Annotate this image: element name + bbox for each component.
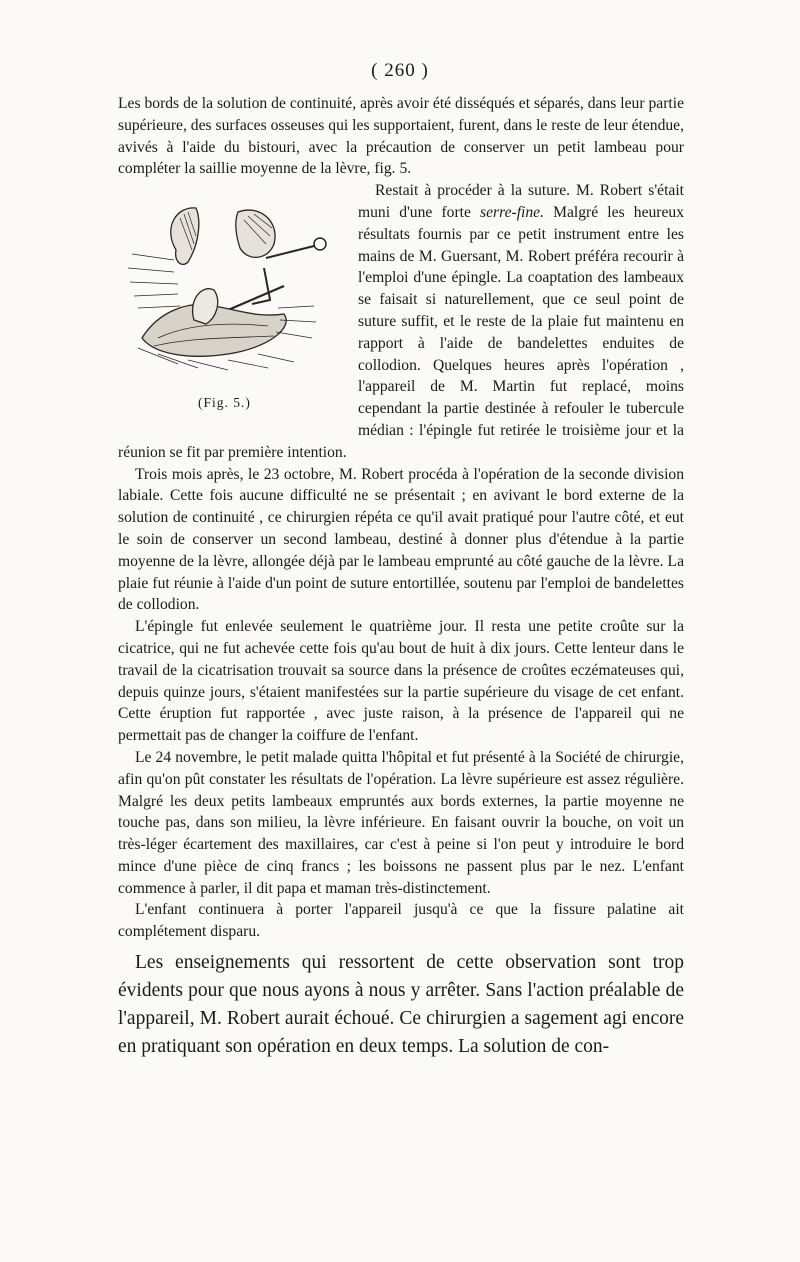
lip-surgery-illustration-icon bbox=[118, 188, 344, 388]
paragraph-4: L'épingle fut enlevée seulement le quatrième jour. Il resta une petite croûte sur la cicatrice, qui ne fut achevée cette fois qu'au bout de huit à dix jours. Cette lenteur dans le travail de la cicatrisation trouvait sa source dans la présence de croûtes eczémateuses qui, depuis quinze jours, s'étaient manifestées sur la partie supérieure du visage de cet enfant. Cette éruption fut rapportée , avec juste raison, à la présence de l'appareil qui ne permettait pas de changer la coiffure de l'enfant. bbox=[118, 618, 684, 745]
figure-5 bbox=[118, 182, 344, 440]
paragraph-3: Trois mois après, le 23 octobre, M. Robert procéda à l'opération de la seconde division labiale. Cette fois aucune difficulté ne se présentait ; en avivant le bord externe de la solution de continuité , ce chirurgien répéta ce qu'il avait pratiqué pour l'autre côté, et eut le soin de conserver un second lambeau, destiné à donner plus d'étendue à la partie moyenne de la lèvre, allongée déjà par le lambeau emprunté au côté gauche de la lèvre. La plaie fut réunie à l'aide d'un point de suture entortillée, soutenu par l'emploi de bandelettes de collodion. bbox=[118, 465, 684, 614]
paragraph-1: Les bords de la solution de continuité, après avoir été disséqués et séparés, dans leur partie supérieure, des surfaces osseuses qui les supportaient, furent, dans le reste de leur étendue, avivés à l'aide du bistouri, avec la précaution de conserver un petit lambeau pour compléter la saillie moyenne de la lèvre, fig. 5. bbox=[118, 95, 684, 178]
paragraph-2-italic: serre-fine. bbox=[480, 203, 544, 221]
paragraph-2-part-2: Malgré les heureux résultats fournis par ce petit instrument entre les mains de M. Guersant, M. Robert préféra recourir à l'emploi d'une épingle. La coaptation des lambeaux se faisait si naturellement, que ce seul point de suture suffit, et le reste de la plaie fut maintenu en rapport à l'aide de bandelettes enduites de collodion. Quelques heures après l'opération , l'appareil de M. Martin fut replacé, moins cependant la partie destinée à refouler le tubercule médian : l'épingle fut retirée le troisième jour et la réunion se fit par première intention. bbox=[118, 203, 684, 461]
paragraph-6: L'enfant continuera à porter l'appareil jusqu'à ce que la fissure palatine ait complétement disparu. bbox=[118, 901, 684, 941]
text-column bbox=[118, 93, 684, 1061]
page-number: ( 260 ) bbox=[371, 60, 429, 81]
paragraph-5: Le 24 novembre, le petit malade quitta l'hôpital et fut présenté à la Société de chirurgie, afin qu'on pût constater les résultats de l'opération. La lèvre supérieure est assez régulière. Malgré les deux petits lambeaux empruntés aux bords externes, la partie moyenne ne touche pas, dans son milieu, la lèvre inférieure. En faisant ouvrir la bouche, on voit un très-léger écartement des maxillaires, car c'est à peine si l'on peut y introduire le bord mince d'une pièce de cinq francs ; les boissons ne passent plus par le nez. L'enfant commence à parler, il dit papa et maman très-distinctement. bbox=[118, 748, 684, 897]
figure-caption: (Fig. 5.) bbox=[198, 395, 251, 411]
paragraph-2-part-1: Restait à procéder à la suture. M. Robert s'était muni d'une forte bbox=[358, 182, 684, 221]
paragraph-7: Les enseignements qui ressortent de cette observation sont trop évidents pour que nous ayons à nous y arrêter. Sans l'action préalable de l'appareil, M. Robert aurait échoué. Ce chirurgien a sagement agi encore en pratiquant son opération en deux temps. La solution de con- bbox=[118, 952, 684, 1058]
